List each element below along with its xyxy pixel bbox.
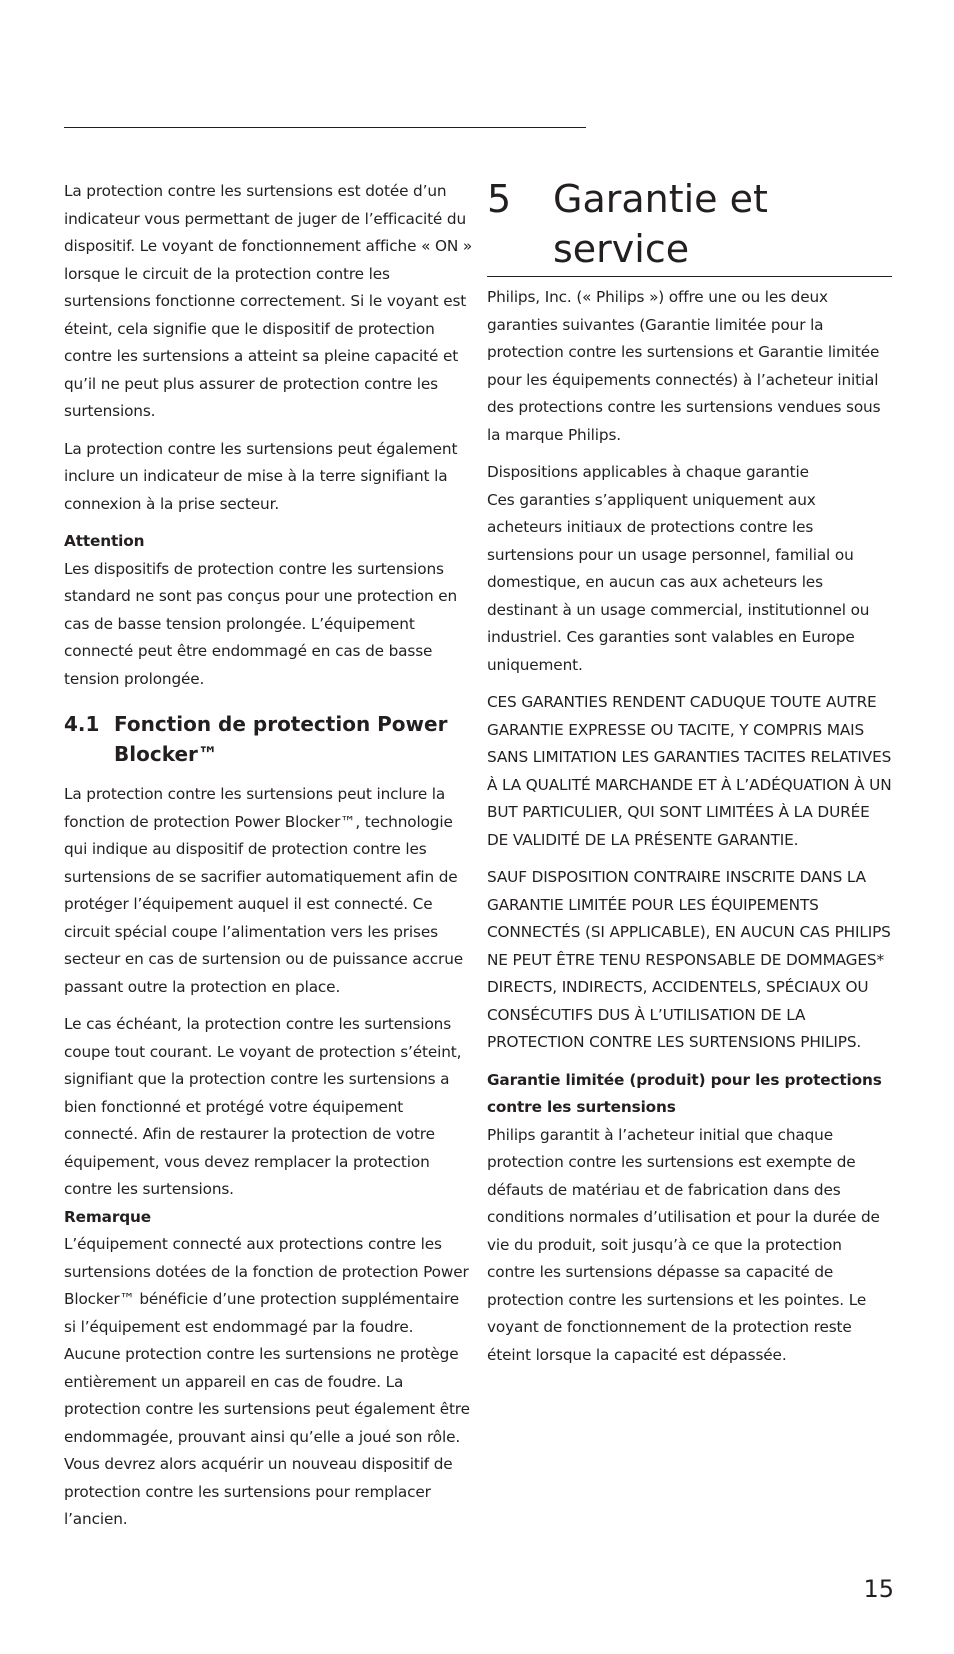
warranty-heading: Garantie limitée (produit) pour les protections contre les surtensions <box>487 1070 882 1116</box>
section-number: 4.1 <box>64 712 100 736</box>
chapter-heading <box>487 174 892 277</box>
left-column <box>64 178 474 1534</box>
chapter-number: 5 <box>487 177 512 221</box>
paragraph-buyers: Ces garanties s’appliquent uniquement aux acheteurs initiaux de protections contre les surtensions pour un usage personnel, familial ou domestique, en aucun cas aux acheteurs les destinant à un usage commercial, institutionnel ou industriel. Ces garanties sont valables en Europe uniquement. <box>487 490 870 674</box>
paragraph-philips-offer: Philips, Inc. (« Philips ») offre une ou les deux garanties suivantes (Garantie limitée pour la protection contre les surtensions et Garantie limitée pour les équipements connectés) à l’acheteur initial des protections contre les surtensions vendues sous la marque Philips. <box>487 288 881 444</box>
chapter-title: Garantie et service <box>553 177 768 271</box>
remarque-label: Remarque <box>64 1207 151 1226</box>
paragraph-power-blocker: La protection contre les surtensions peut inclure la fonction de protection Power Blocker™, technologie qui indique au dispositif de protection contre les surtensions de se sacrifier automatiquement afin de protéger l’équipement auquel il est connecté. Ce circuit spécial coupe l’alimentation vers les prises secteur en cas de surtension ou de puissance accrue passant outre la protection en place. <box>64 785 463 996</box>
paragraph-liability: SAUF DISPOSITION CONTRAIRE INSCRITE DANS LA GARANTIE LIMITÉE POUR LES ÉQUIPEMENTS CONNECTÉS (SI APPLICABLE), EN AUCUN CAS PHILIPS NE PEUT ÊTRE TENU RESPONSABLE DE DOMMAGES* DIRECTS, INDIRECTS, ACCIDENTELS, SPÉCIAUX OU CONSÉCUTIFS DUS À L’UTILISATION DE LA PROTECTION CONTRE LES SURTENSIONS PHILIPS. <box>487 868 891 1051</box>
remarque-text: L’équipement connecté aux protections contre les surtensions dotées de la fonction de protection Power Blocker™ bénéficie d’une protection supplémentaire si l’équipement est endommagé par la foudre. Aucune protection contre les surtensions ne protège entièrement un appareil en cas de foudre. La protection contre les surtensions peut également être endommagée, prouvant ainsi qu’elle a joué son rôle. Vous devrez alors acquérir un nouveau dispositif de protection contre les surtensions pour remplacer l’ancien. <box>64 1235 470 1528</box>
dispositions-line: Dispositions applicables à chaque garantie <box>487 463 809 481</box>
paragraph-indicator: La protection contre les surtensions est dotée d’un indicateur vous permettant de juger de l’efficacité du dispositif. Le voyant de fonctionnement affiche « ON » lorsque le circuit de la protection contre les surtensions fonctionne correctement. Si le voyant est éteint, cela signifie que le dispositif de protection contre les surtensions a atteint sa pleine capacité et qu’il ne peut plus assurer de protection contre les surtensions. <box>64 182 473 420</box>
paragraph-warranty: Philips garantit à l’acheteur initial que chaque protection contre les surtensions est exempte de défauts de matériau et de fabrication dans des conditions normales d’utilisation et pour la durée de vie du produit, soit jusqu’à ce que la protection contre les surtensions dépasse sa capacité de protection contre les surtensions et les pointes. Le voyant de fonctionnement de la protection reste éteint lorsque la capacité est dépassée. <box>487 1125 880 1364</box>
section-title: Fonction de protection Power Blocker™ <box>114 712 448 766</box>
paragraph-ground-indicator: La protection contre les surtensions peut également inclure un indicateur de mise à la terre signifiant la connexion à la prise secteur. <box>64 439 458 513</box>
page-number: 15 <box>863 1575 894 1603</box>
attention-label: Attention <box>64 532 145 550</box>
top-divider <box>64 127 586 128</box>
attention-text: Les dispositifs de protection contre les surtensions standard ne sont pas conçus pour une protection en cas de basse tension prolongée. L’équipement connecté peut être endommagé en cas de basse tension prolongée. <box>64 559 458 688</box>
paragraph-caduque: CES GARANTIES RENDENT CADUQUE TOUTE AUTRE GARANTIE EXPRESSE OU TACITE, Y COMPRIS MAIS SANS LIMITATION LES GARANTIES TACITES RELATIVES À LA QUALITÉ MARCHANDE ET À L’ADÉQUATION À UN BUT PARTICULIER, QUI SONT LIMITÉES À LA DURÉE DE VALIDITÉ DE LA PRÉSENTE GARANTIE. <box>487 693 892 849</box>
right-column <box>487 284 892 1369</box>
section-heading <box>64 709 474 769</box>
paragraph-cut-power: Le cas échéant, la protection contre les surtensions coupe tout courant. Le voyant de protection s’éteint, signifiant que la protection contre les surtensions a bien fonctionné et protégé votre équipement connecté. Afin de restaurer la protection de votre équipement, vous devez remplacer la protection contre les surtensions. <box>64 1015 462 1198</box>
